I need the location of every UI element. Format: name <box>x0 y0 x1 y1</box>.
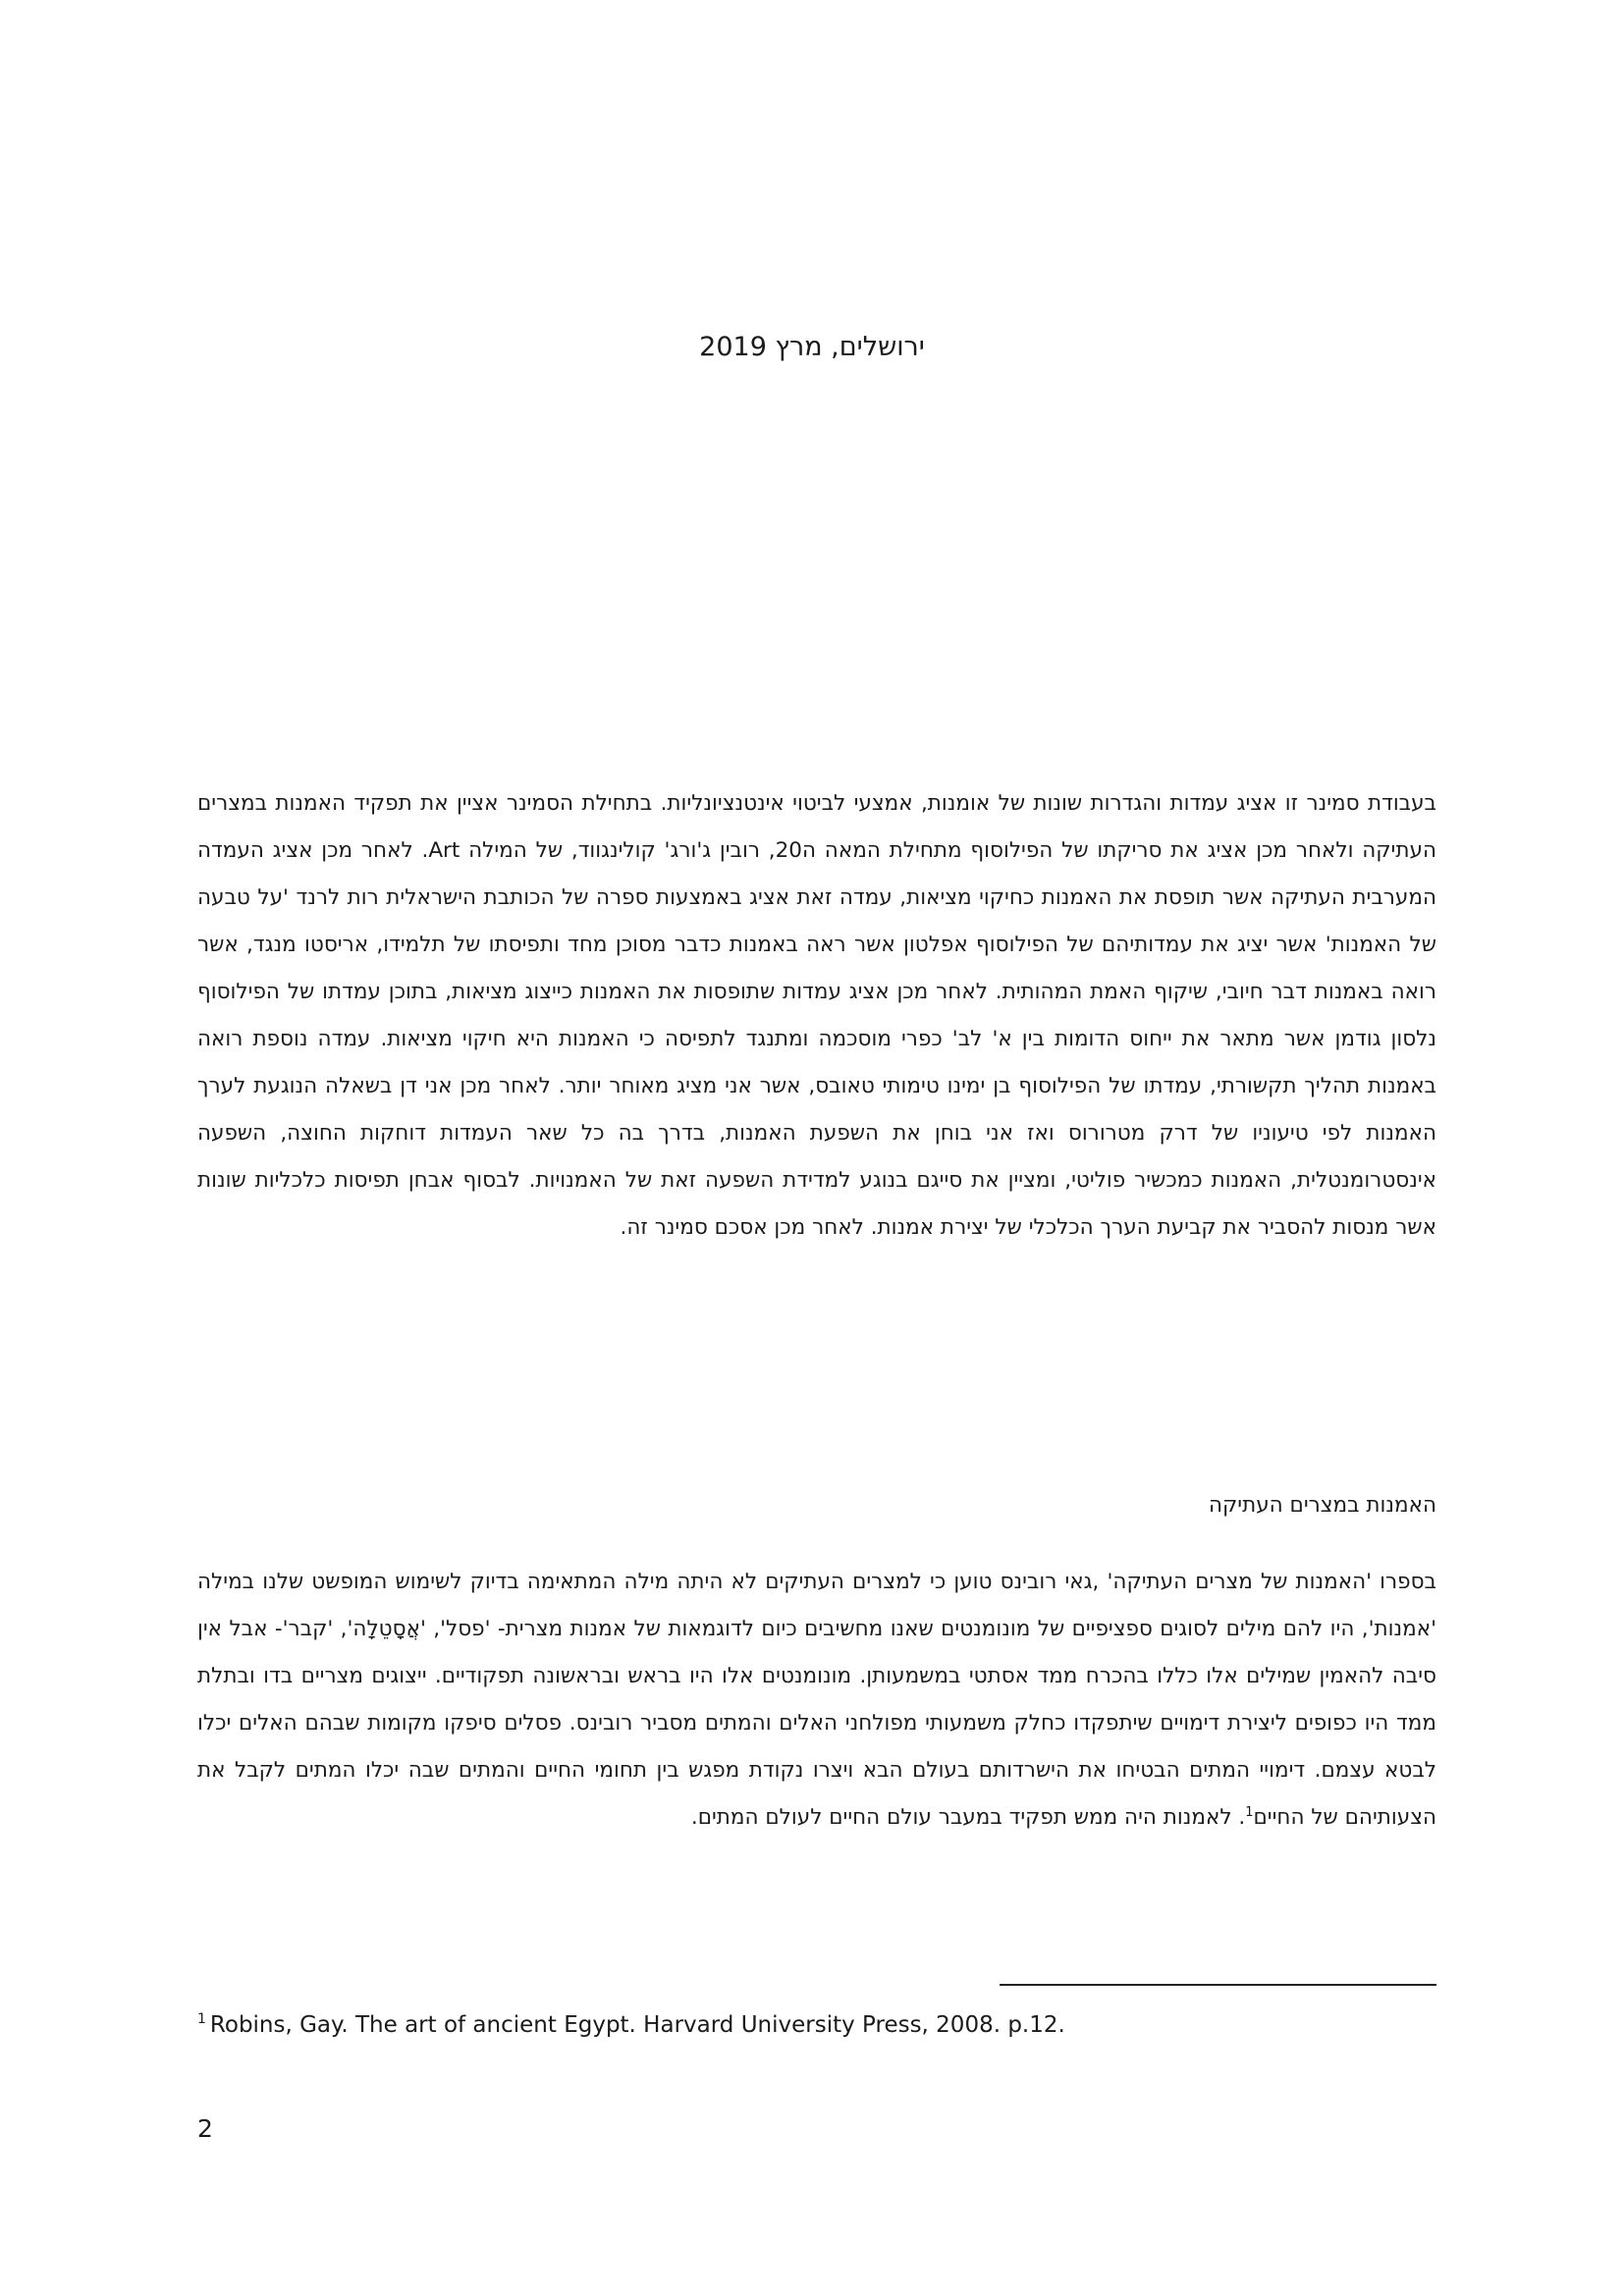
footnote <box>197 2012 1436 2038</box>
footnote-text: Robins, Gay. The art of ancient Egypt. Harvard University Press, 2008. p.12. <box>209 2012 1065 2038</box>
intro-paragraph: בעבודת סמינר זו אציג עמדות והגדרות שונות של אומנות, אמצעי לביטוי אינטנציונליות. בתחילת הסמינר אציין את תפקיד האמנות במצרים העתיקה ולאחר מכן אציג את סריקתו של הפילוסוף מתחילת המאה ה20, רובין ג'ורג' קולינגווד, של המילה Art. לאחר מכן אציג העמדה המערבית העתיקה אשר תופסת את האמנות כחיקוי מציאות, עמדה זאת אציג באמצעות ספרה של הכותבת הישראלית רות לרנד 'על טבעה של האמנות' אשר יציג את עמדותיהם של הפילוסוף אפלטון אשר ראה באמנות כדבר מסוכן מחד ותפיסתו של תלמידו, אריסטו מנגד, אשר רואה באמנות דבר חיובי, שיקוף האמת המהותית. לאחר מכן אציג עמדות שתופסות את האמנות כייצוג מציאות, בתוכן עמדתו של הפילוסוף נלסון גודמן אשר מתאר את ייחוס הדומות בין א' לב' כפרי מוסכמה ומתנגד לתפיסה כי האמנות היא חיקוי מציאות. עמדה נוספת רואה באמנות תהליך תקשורתי, עמדתו של הפילוסוף בן ימינו טימותי טאובס, אשר אני מציג מאוחר יותר. לאחר מכן אני דן בשאלה הנוגעת לערך האמנות לפי טיעוניו של דרק מטרורוס ואז אני בוחן את השפעת האמנות, בדרך בה כל שאר העמדות דוחקות החוצה, השפעה אינסטרומנטלית, האמנות כמכשיר פוליטי, ומציין את סייגם בנוגע למדידת השפעה זאת של האמנויות. לבסוף אבחן תפיסות כלכליות שונות אשר מנסות להסביר את קביעת הערך הכלכלי של יצירת אמנות. לאחר מכן אסכם סמינר זה. <box>197 791 1436 1240</box>
footnote-reference[interactable]: 1 <box>1245 1804 1254 1820</box>
paragraph-text-before-ref: בספרו 'האמנות של מצרים העתיקה' ,גאי רובינס טוען כי למצרים העתיקים לא היתה מילה המתאימה בדיוק לשימוש המופשט שלנו במילה 'אמנות', היו להם מילים לסוגים ספציפיים של מונומנטים שאנו מחשיבים כיום לדוגמאות של אמנות מצרית- 'פסל', 'אֲסָטֵלָה', 'קבר'- אבל אין סיבה להאמין שמילים אלו כללו בהכרח ממד אסתטי במשמעותן. מונומנטים אלו היו בראש ובראשונה תפקודיים. ייצוגים מצריים בדו ובתלת ממד היו כפופים ליצירת דימויים שיתפקדו כחלק משמעותי מפולחני האלים והמתים מסביר רובינס. פסלים סיפקו מקומות שבהם האלים יכלו לבטא עצמם. דימויי המתים הבטיחו את הישרדותם בעולם הבא ויצרו נקודת מפגש בין תחומי החיים והמתים שבה יכלו המתים לקבל את הצעותיהם של החיים <box>197 1570 1436 1830</box>
footnote-separator <box>1000 1984 1436 1986</box>
paragraph-text-after-ref: . לאמנות היה ממש תפקיד במעבר עולם החיים לעולם המתים. <box>690 1805 1246 1830</box>
footnote-marker: 1 <box>197 2011 206 2028</box>
ancient-egypt-paragraph <box>197 1559 1436 1842</box>
location-date-header: ירושלים, מרץ 2019 <box>699 332 925 362</box>
page-number: 2 <box>197 2114 213 2143</box>
section-heading: האמנות במצרים העתיקה <box>1208 1493 1436 1518</box>
